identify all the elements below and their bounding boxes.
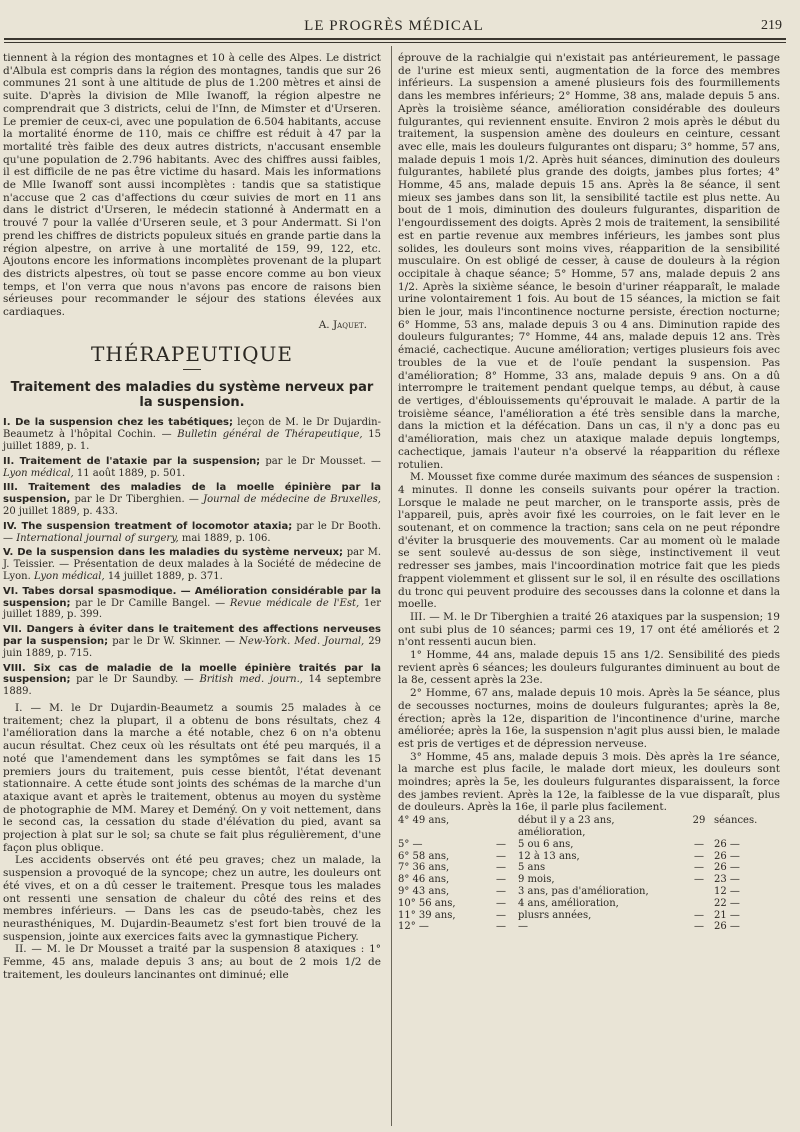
table-cell: — — [496, 885, 506, 897]
cases-table — [398, 815, 774, 933]
paragraph-continued: éprouve de la rachialgie qui n'existait pas antérieurement, le passage de l'urine est mieux senti, augmentation de la force des membres inférieurs. La suspension a amené plusieurs fois des fourmillements dans les membres inférieurs; 2° Homme, 38 ans, malade depuis 5 ans. Après la troisième séance, amélioration considérable des douleurs fulgurantes, qui reviennent ensuite. Environ 2 mois après le début du traitement, la suspension amène des douleurs en ceinture, cessant avec elle, mais les douleurs fulgurantes ont disparu; 3° homme, 57 ans, malade depuis 1 mois 1/2. Après huit séances, diminution des douleurs fulgurantes, habileté plus grande des doigts, jambes plus fortes; 4° Homme, 45 ans, malade depuis 15 ans. Après la 8e séance, il sent mieux ses jambes dans son lit, la sensibilité tactile est plus nette. Au bout de 1 mois, diminution des douleurs fulgurantes, disparition de l'engourdissement des doigts. Après 2 mois de traitement, la sensibilité est en partie revenue aux membres inférieurs, les jambes sont plus solides, les douleurs sont moins vives, réapparition de la sensibilité musculaire. On est obligé de cesser, à cause de douleurs à la région occipitale à chaque séance; 5° Homme, 57 ans, malade depuis 2 ans 1/2. Après la sixième séance, le besoin d'uriner réapparaît, le malade urine volontairement 1 fois. Au bout de 15 séances, la miction se fait bien le jour, mais l'incontinence nocturne persiste, érection nocturne; 6° Homme, 53 ans, malade depuis 3 ou 4 ans. Diminution rapide des douleurs fulgurantes; 7° Homme, 44 ans, malade depuis 12 ans. Très émacié, cachectique. Aucune amélioration; vertiges plusieurs fois avec troubles de la vue et de l'ouïe pendant la suspension. Pas d'amélioration; 8° Homme, 33 ans, malade depuis 9 ans. On a dû interrompre le traitement pendant quelque temps, au début, à cause de vertiges, d'éblouissements qu'éprouvait le malade. A partir de la troisième séance, l'amélioration a été très sensible dans la marche, dans la miction et la défécation. Dans un cas, il n'y a donc pas eu d'amélioration, mais chez un ataxique malade depuis longtemps, cachectique, jamais l'auteur n'a observé la réapparition du réflexe rotulien. — [398, 52, 781, 471]
table-cell: 9° 43 ans, — [398, 885, 450, 897]
table-cell: début il y a 23 ans, amélioration, — [518, 815, 615, 838]
reference-title: II. Traitement de l'ataxie par la suspension; — [3, 455, 261, 467]
table-row — [398, 874, 774, 886]
reference-date: 29 juin 1889, p. 715. — [3, 636, 381, 659]
paragraph: M. Mousset fixe comme durée maximum des séances de suspension : 4 minutes. Il donne les conseils suivants pour opérer la traction. Lorsque le malade ne peut marcher, on le transporte assis, près de l'appareil, puis, après avoir fixé les courroies, on le fait lever en le soutenant, et on commence la traction; sans cela on ne peut répondre d'éviter la brusquerie des mouvements. Car au moment où le malade se sent soulevé au-dessus de son siège, instinctivement il veut redresser ses jambes, mais l'incoordination motrice fait que les pieds frappent violemment et glissent sur le sol, il en résulte des oscillations du tronc qui peuvent produire des secousses dans la colonne et dans la moelle. — [398, 471, 780, 611]
table-cell: 12 — — [714, 885, 740, 897]
section-title: THÉRAPEUTIQUE — [91, 342, 293, 367]
reference-journal: New-York. Med. Journal, — [239, 636, 365, 648]
table-row — [398, 851, 774, 863]
reference-item — [3, 624, 381, 659]
paragraph: 2° Homme, 67 ans, malade depuis 10 mois. Après la 5e séance, plus de secousses nocturnes, moins de douleurs fulgurantes; après la 8e, érection; après la 12e, disparition de l'incontinence d'urine, marche améliorée; après la 16e, la suspension n'agit plus aussi bien, le malade est pris de vertiges et de dépression nerveuse. — [398, 687, 780, 750]
paragraph: I. — M. le Dr Dujardin-Beaumetz a soumis 25 malades à ce traitement; chez la plupart, il a obtenu de bons résultats, chez 4 l'amélioration dans la marche a été notable, chez 6 on n'a obtenu aucun résultat. Chez ceux où les résultats ont été peu marqués, il a noté que l'amendement dans les symptômes se fait dans les 15 premiers jours du traitement, puis cesse bientôt, l'état devenant stationnaire. A cette étude sont joints des schémas de la marche d'un ataxique avant et après le traitement, obtenus au moyen du système de photographie de MM. Marey et Deméný. On y voit nettement, dans le second cas, la cessation du stade d'élévation du pied, avant sa projection à plat sur le sol; sa chute se fait plus régulièrement, d'une façon plus oblique. — [3, 702, 381, 854]
reference-date: 20 juillet 1889, p. 433. — [3, 506, 118, 518]
reference-date: 14 septembre 1889. — [3, 674, 381, 698]
table-cell: — — [694, 921, 704, 933]
reference-title: VI. Tabes dorsal spasmodique. — Amélioration considérable par la suspension; — [3, 585, 381, 609]
column-divider — [391, 46, 392, 1126]
paragraph: 1° Homme, 44 ans, malade depuis 15 ans 1/2. Sensibilité des pieds revient après 6 séances; les douleurs fulgurantes diminuent au bout de la 8e, cessent après la 23e. — [398, 649, 780, 687]
table-cell: 4 ans, amélioration, — [518, 897, 619, 909]
table-cell: 5 ou 6 ans, — [518, 838, 574, 850]
table-row — [398, 886, 774, 898]
reference-item — [3, 663, 381, 698]
table-cell — [484, 815, 518, 839]
running-header — [6, 14, 782, 38]
reference-item — [3, 547, 381, 582]
reference-item — [3, 456, 381, 480]
table-cell: — — [694, 862, 704, 874]
table-cell: 26 — — [714, 862, 740, 874]
reference-date: 1er juillet 1889, p. 399. — [3, 597, 381, 621]
table-cell: 11° 39 ans, — [398, 909, 456, 921]
table-cell: 21 — — [714, 909, 740, 921]
reference-title: VII. Dangers à éviter dans le traitement des affections nerveuses par la suspension; — [3, 624, 381, 648]
table-cell: 7° 36 ans, — [398, 862, 450, 874]
table-cell: 23 — — [714, 874, 740, 886]
table-cell: 5 ans — [518, 862, 546, 874]
reference-title: IV. The suspension treatment of locomotor ataxia; — [3, 520, 293, 532]
table-cell: — — [496, 921, 506, 933]
table-cell — [684, 898, 714, 910]
reference-author: leçon de M. le Dr Dujardin-Beaumetz à l'hôpital Cochin. — — [3, 417, 381, 441]
reference-title: VIII. Six cas de maladie de la moelle épinière traités par la suspension; — [3, 662, 381, 686]
table-cell: — — [694, 909, 704, 921]
reference-title: I. De la suspension chez les tabétiques; — [3, 417, 233, 429]
table-cell: — — [694, 874, 704, 886]
article-title: Traitement des maladies du système nerveux par la suspension. — [10, 380, 374, 411]
reference-date: 11 août 1889, p. 501. — [73, 467, 186, 479]
table-row — [398, 921, 774, 933]
author-signature: A. Jaquet. — [318, 318, 367, 331]
table-row — [398, 815, 774, 839]
reference-author: par M. J. Teissier. — Présentation de deux malades à la Société de médecine de Lyon. — [3, 547, 382, 583]
reference-item — [3, 586, 381, 621]
table-cell: — — [496, 874, 506, 886]
paragraph: III. — M. le Dr Tiberghien a traité 26 ataxiques par la suspension; 19 ont subi plus de 10 séances; parmi ces 19, 17 ont été améliorés et 2 n'ont ressenti aucun bien. — [398, 610, 780, 649]
table-cell: 8° 46 ans, — [398, 874, 450, 886]
table-cell: — — [496, 862, 506, 874]
reference-item — [3, 417, 381, 452]
paragraph-continued: tiennent à la région des montagnes et 10 à celle des Alpes. Le district d'Albula est compris dans la région des montagnes, tandis que sur 26 communes 21 sont à une altitude de plus de 1.200 mètres et ainsi de suite. D'après la division de Mlle Iwanoff, la région alpestre ne comprendrait que 3 districts, celui de l'Inn, de Mimster et d'Urseren. Le premier de ceux-ci, avec une population de 6.504 habitants, accuse la mortalité énorme de 110, mais ce chiffre est réduit à 47 par la mortalité très faible des deux autres districts, n'accusant ensemble qu'une population de 2.796 habitants. Avec des chiffres aussi faibles, il est difficile de ne pas être victime du hasard. Mais les informations de Mlle Iwanoff sont aussi incomplètes : tandis que sa statistique n'accuse que 2 cas d'affections du cœur suivies de mort en 11 ans dans le district d'Urseren, le médecin stationné à Andermatt en a trouvé 7 pour la vallée d'Urseren seule, et 3 pour Andermatt. Si l'on prend les chiffres de districts populeux situés en grande partie dans la région alpestre, on arrive à une mortalité de 159, 99, 122, etc. Ajoutons encore les informations incomplètes provenant de la plupart des districts alpestres, où tout se passe encore comme au bon vieux temps, et l'on verra que nous n'avons pas encore de raisons bien sérieuses pour recommander le séjour des stations élevées aux cardiaques. — [3, 52, 381, 319]
reference-author: par le Dr Camille Bangel. — — [70, 597, 230, 609]
table-cell: séances. — [714, 815, 758, 827]
table-cell: 3 ans, pas d'amélioration, — [518, 885, 649, 897]
section-divider — [183, 369, 201, 370]
reference-date: 15 juillet 1889, p. 1. — [3, 429, 381, 453]
reference-journal: Lyon médical, — [33, 571, 105, 583]
reference-journal: Bulletin général de Thérapeutique, — [177, 429, 363, 441]
reference-author: par le Dr Tiberghien. — — [70, 494, 204, 506]
running-title: LE PROGRÈS MÉDICAL — [304, 18, 484, 34]
reference-item — [3, 482, 381, 517]
table-cell: — — [694, 850, 704, 862]
table-cell: 10° 56 ans, — [398, 897, 456, 909]
reference-list — [3, 417, 381, 698]
table-row — [398, 839, 774, 851]
paragraph: 3° Homme, 45 ans, malade depuis 3 mois. Dès après la 1re séance, la marche est plus facile, le malade dort mieux, les douleurs sont moindres; après la 5e, les douleurs fulgurantes disparaissent, la force des jambes revient. Après la 12e, la faiblesse de la vue disparaît, plus de douleurs. Après la 16e, il parle plus facilement. — [398, 750, 780, 814]
reference-date: 14 juillet 1889, p. 371. — [104, 571, 223, 583]
table-cell: — — [496, 838, 506, 850]
reference-author: par le Dr Saundby. — — [70, 674, 200, 686]
table-cell: plusrs années, — [518, 909, 592, 921]
table-cell: 6° 58 ans, — [398, 850, 450, 862]
reference-journal: Revue médicale de l'Est, — [229, 597, 360, 609]
reference-author: par le Dr Mousset. — — [260, 455, 381, 467]
table-cell: — — [496, 850, 506, 862]
paragraph: II. — M. le Dr Mousset a traité par la suspension 8 ataxiques : 1° Femme, 45 ans, malade depuis 3 ans; au bout de 2 mois 1/2 de traitement, les douleurs lancinantes ont diminué; elle — [3, 943, 381, 981]
reference-title: III. Traitement des maladies de la moelle épinière par la suspension, — [3, 482, 381, 506]
right-column — [398, 52, 780, 933]
reference-journal: Journal de médecine de Bruxelles, — [203, 494, 381, 506]
table-cell: 26 — — [714, 838, 740, 850]
page-number: 219 — [761, 18, 782, 33]
table-cell: 26 — — [714, 921, 740, 933]
table-cell: 26 — — [714, 850, 740, 862]
reference-author: par le Dr Booth. — — [3, 520, 381, 544]
reference-title: V. De la suspension dans les maladies du système nerveux; — [3, 547, 344, 559]
table-cell: 29 — [692, 815, 706, 827]
table-cell: 4° 49 ans, — [398, 815, 450, 827]
table-cell: 22 — — [714, 897, 740, 909]
table-cell: — — [518, 921, 528, 933]
table-cell: — — [694, 838, 704, 850]
table-cell: — — [496, 909, 506, 921]
table-row — [398, 862, 774, 874]
header-rule — [4, 38, 786, 40]
table-cell: — — [496, 897, 506, 909]
table-row — [398, 910, 774, 922]
table-cell: 12 à 13 ans, — [518, 850, 580, 862]
reference-author: par le Dr W. Skinner. — — [108, 636, 240, 648]
reference-journal: International journal of surgery, — [16, 532, 179, 544]
table-cell: 5° — — [398, 838, 423, 850]
table-row — [398, 898, 774, 910]
reference-item — [3, 521, 381, 545]
left-column — [3, 52, 381, 981]
table-cell — [684, 886, 714, 898]
reference-date: mai 1889, p. 106. — [178, 532, 271, 544]
table-cell: 12° — — [398, 921, 429, 933]
table-cell: 9 mois, — [518, 874, 555, 886]
reference-journal: British med. journ., — [199, 674, 303, 686]
paragraph: Les accidents observés ont été peu graves; chez un malade, la suspension a provoqué de la syncope; chez un autre, les douleurs ont été vives, et on a dû cesser le traitement. Presque tous les malades ont ressenti une sensation de chaleur du côté des reins et des membres inférieurs. — Dans les cas de pseudo-tabès, chez les neurasthéniques, M. Dujardin-Beaumetz s'est fort bien trouvé de la suspension, jointe aux exercices faits avec la gymnastique Pichery. — [3, 854, 381, 943]
header-rule-thin — [4, 42, 786, 43]
reference-journal: Lyon médical, — [3, 467, 74, 479]
